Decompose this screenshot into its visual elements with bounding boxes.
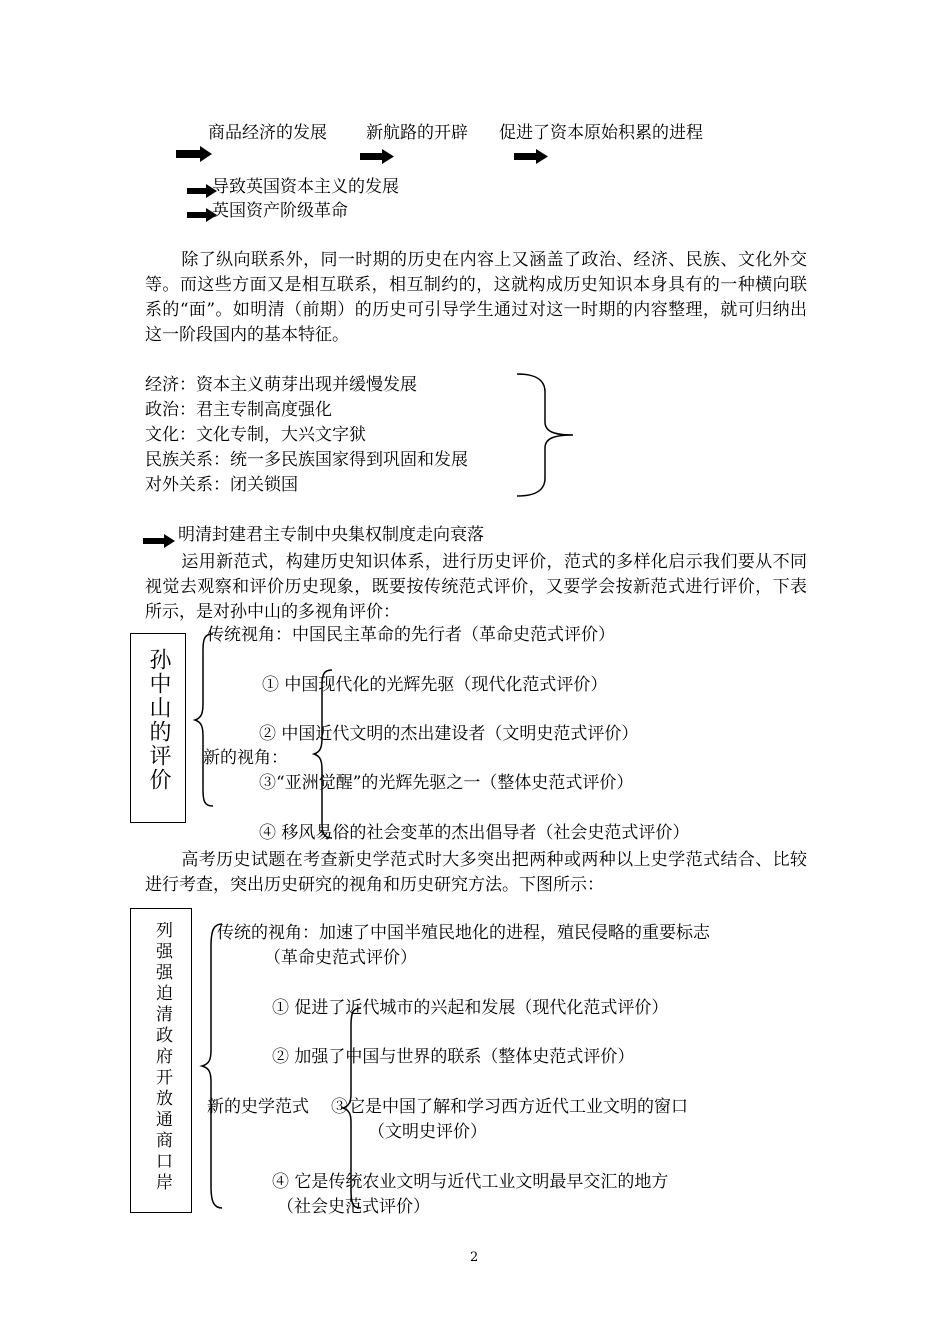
- right-brace-icon: [515, 372, 577, 498]
- ports-item-convergence: ④ 它是传统农业文明与近代工业文明最早交汇的地方: [272, 1172, 669, 1192]
- ports-title-box: [130, 908, 192, 1213]
- right-arrow-icon: [176, 146, 212, 162]
- feature-politics: 政治：君主专制高度强化: [145, 400, 332, 420]
- ports-item-convergence-note: （社会史范式评价）: [277, 1197, 430, 1217]
- features-conclusion: 明清封建君主专制中央集权制度走向衰落: [178, 525, 484, 545]
- feature-economy: 经济：资本主义萌芽出现并缓慢发展: [145, 375, 417, 395]
- flow-result-capitalism: 导致英国资本主义的发展: [212, 177, 399, 197]
- sun-item-asia-awakening: ③“亚洲觉醒”的光辉先驱之一（整体史范式评价）: [259, 773, 634, 793]
- paragraph-horizontal-links: 除了纵向联系外，同一时期的历史在内容上又涵盖了政治、经济、民族、文化外交等。而这些方面又是相互联系，相互制约的，这就构成历史知识本身具有的一种横向联系的“面”。如明清（前期）的历史可引导学生通过对这一时期的内容整理，就可归纳出这一阶段国内的基本特征。: [145, 250, 807, 345]
- right-arrow-icon: [360, 149, 394, 164]
- sun-item-modernization: ① 中国现代化的光辉先驱（现代化范式评价）: [262, 675, 608, 695]
- feature-ethnic: 民族关系：统一多民族国家得到巩固和发展: [145, 450, 468, 470]
- ports-item-world-link: ② 加强了中国与世界的联系（整体史范式评价）: [272, 1047, 635, 1067]
- left-brace-icon: [200, 922, 224, 1210]
- flow-item-commodity-economy: 商品经济的发展: [208, 123, 327, 143]
- sun-traditional-view: 传统视角：中国民主革命的先行者（革命史范式评价）: [207, 625, 615, 645]
- paragraph-new-paradigm: 运用新范式，构建历史知识体系，进行历史评价，范式的多样化启示我们要从不同视觉去观察和评价历史现象，既要按传统范式评价，又要学会按新范式进行评价，下表所示，是对孙中山的多视角评价：: [145, 552, 807, 622]
- sun-title-box: [130, 633, 186, 823]
- ports-title: 列强强迫清政府开放通商口岸: [152, 921, 172, 1194]
- page-number: 2: [470, 1250, 479, 1265]
- ports-new-paradigm-label: 新的史学范式: [207, 1097, 309, 1117]
- ports-item-window-note: （文明史评价）: [368, 1122, 487, 1142]
- ports-traditional-note: （革命史范式评价）: [264, 948, 417, 968]
- sun-new-view-label: 新的视角：: [203, 748, 288, 768]
- right-arrow-icon: [143, 534, 175, 548]
- feature-culture: 文化：文化专制，大兴文字狱: [145, 425, 366, 445]
- ports-traditional-view: 传统的视角：加速了中国半殖民地化的进程，殖民侵略的重要标志: [217, 923, 710, 943]
- ports-item-window: ③它是中国了解和学习西方近代工业文明的窗口: [331, 1097, 688, 1117]
- sun-item-social-reform: ④ 移风易俗的社会变革的杰出倡导者（社会史范式评价）: [259, 823, 690, 843]
- paragraph-exam-paradigm: 高考历史试题在考查新史学范式时大多突出把两种或两种以上史学范式结合、比较进行考查，突出历史研究的视角和历史研究方法。下图所示：: [145, 850, 807, 895]
- right-arrow-icon: [514, 149, 548, 164]
- flow-item-capital-accumulation: 促进了资本原始积累的进程: [499, 123, 703, 143]
- flow-result-revolution: 英国资产阶级革命: [212, 201, 348, 221]
- feature-foreign: 对外关系：闭关锁国: [145, 475, 298, 495]
- flow-item-new-routes: 新航路的开辟: [366, 123, 468, 143]
- left-brace-icon: [193, 632, 215, 808]
- sun-title: 孙中山的评价: [146, 648, 171, 792]
- sun-item-civilization: ② 中国近代文明的杰出建设者（文明史范式评价）: [259, 724, 639, 744]
- ports-item-urbanization: ① 促进了近代城市的兴起和发展（现代化范式评价）: [272, 998, 669, 1018]
